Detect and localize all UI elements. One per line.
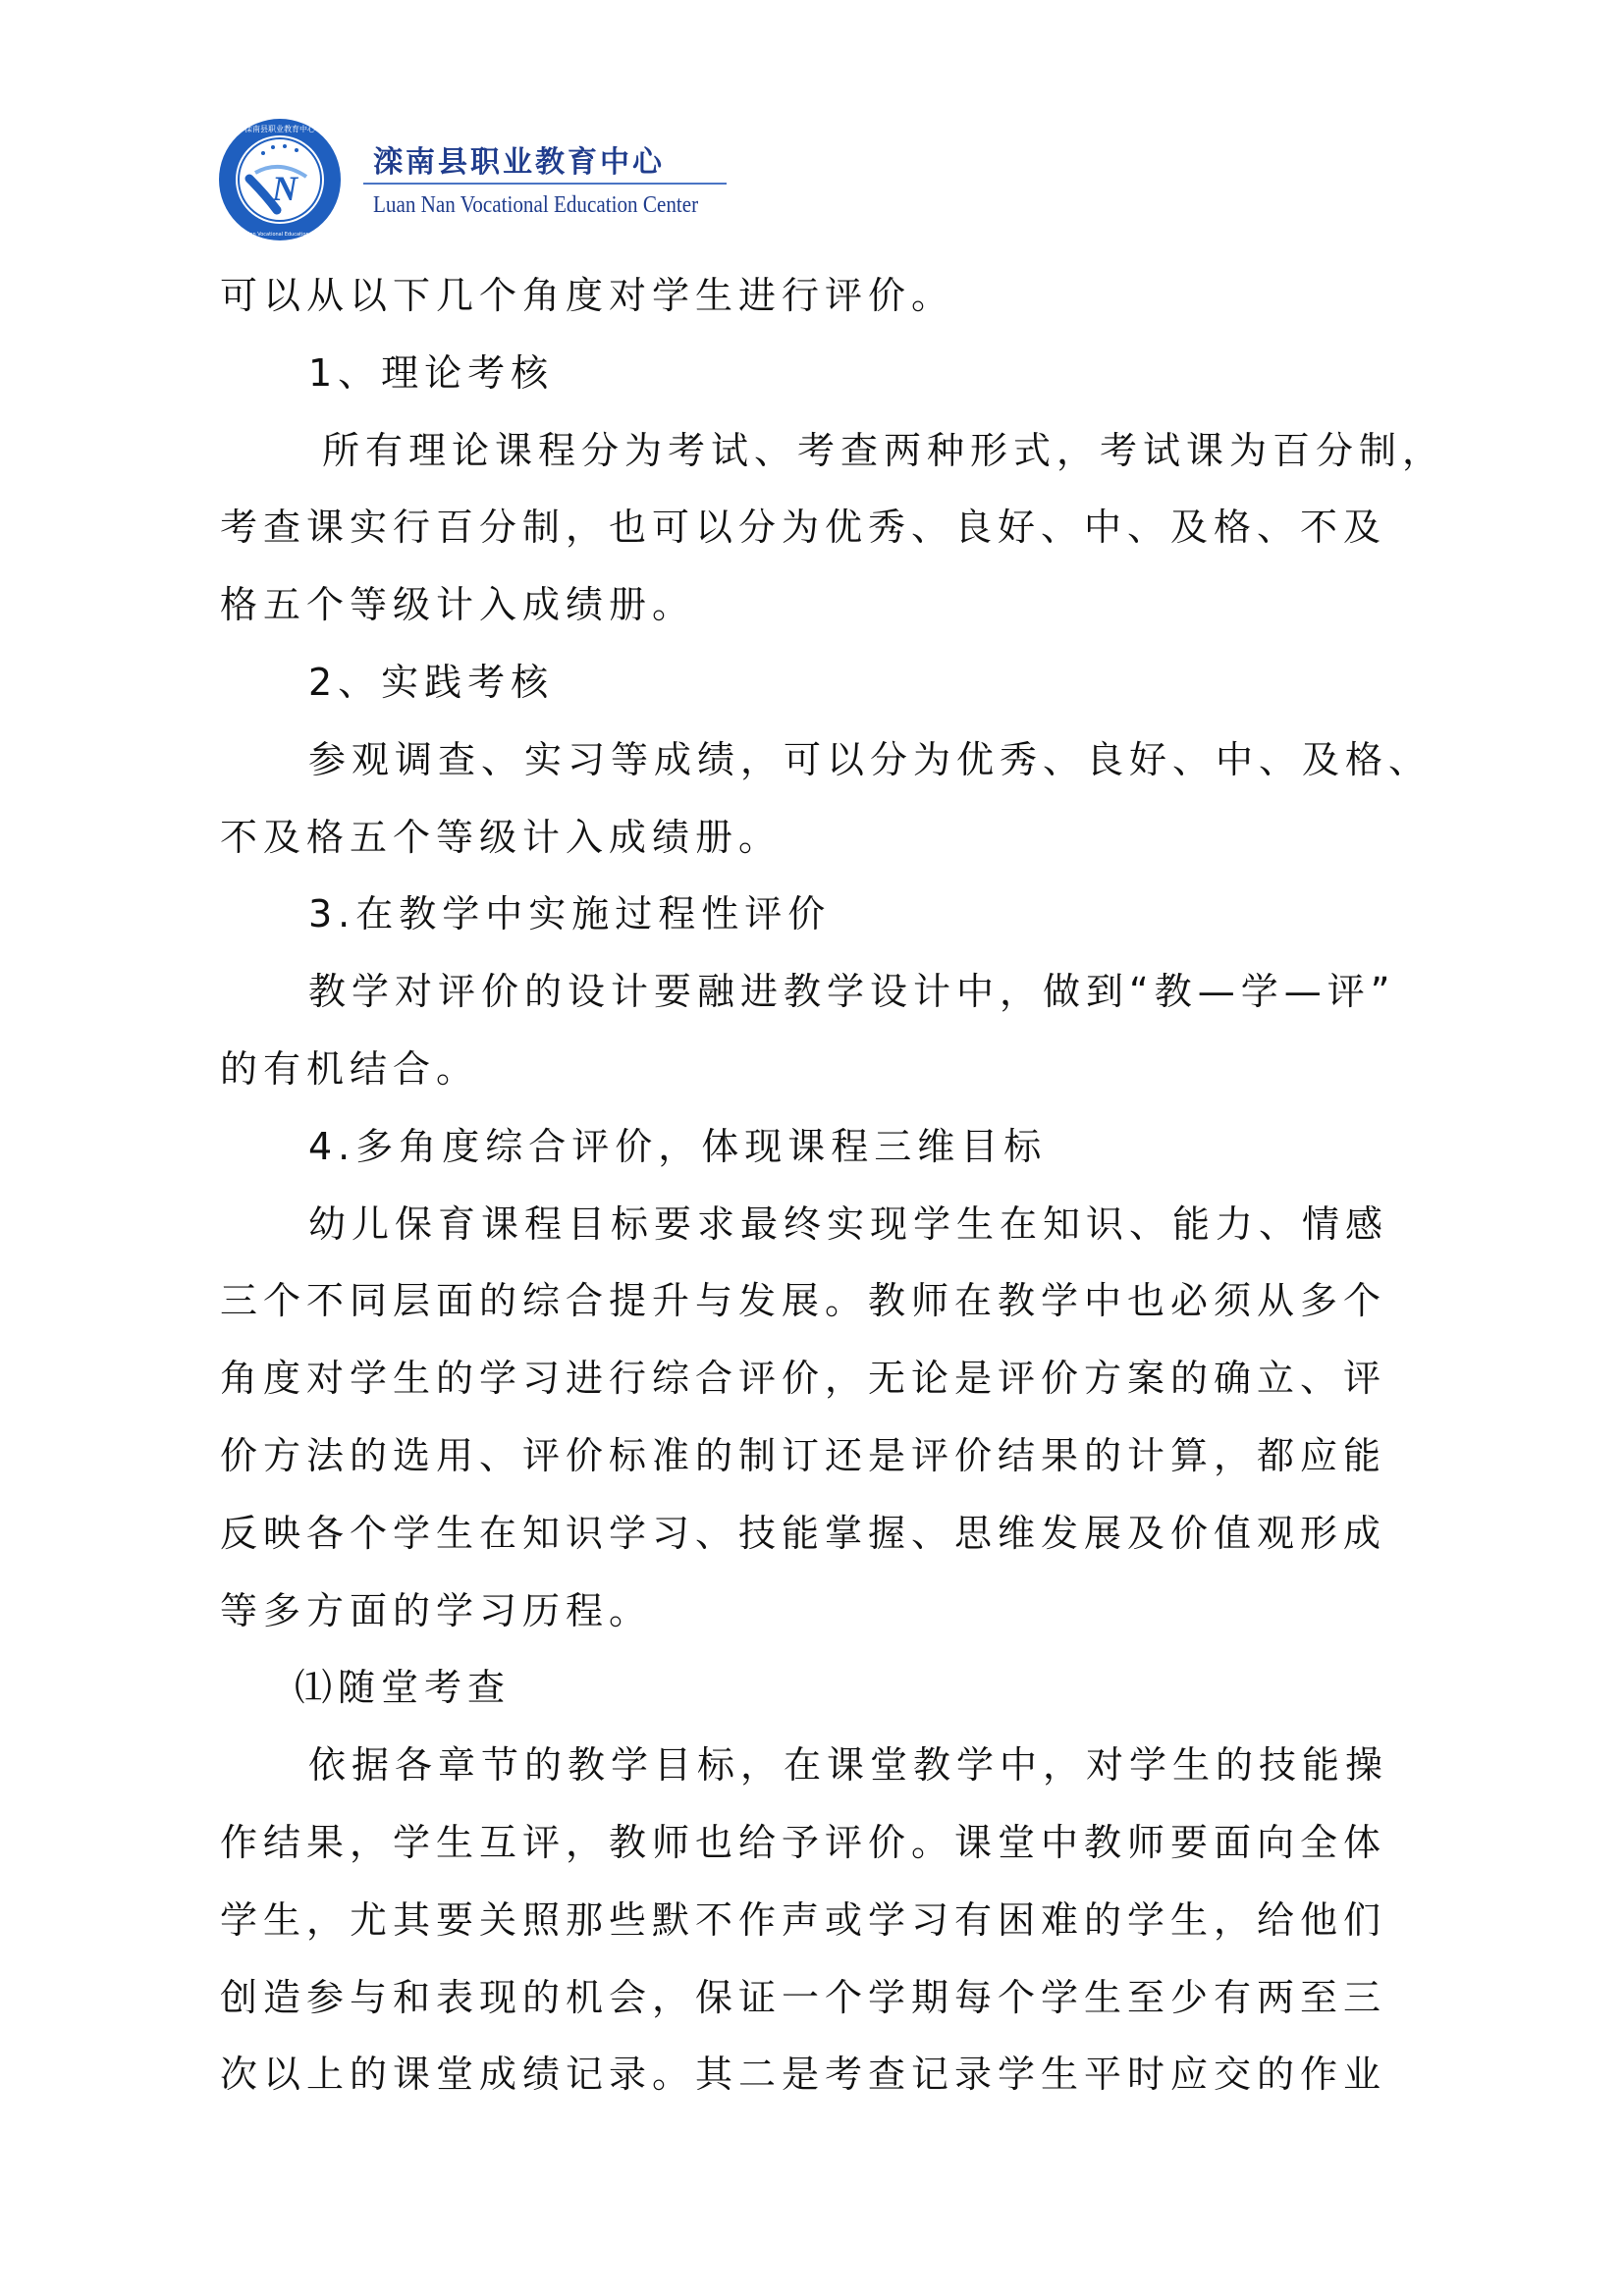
logo-letter: N: [272, 169, 298, 208]
paragraph-line: 所有理论课程分为考试、考查两种形式，考试课为百分制，: [322, 428, 1446, 472]
section-heading: 4.多角度综合评价，体现课程三维目标: [308, 1124, 1048, 1168]
paragraph-line: 考查课实行百分制，也可以分为优秀、良好、中、及格、不及: [220, 506, 1387, 550]
paragraph-line: 反映各个学生在知识学习、技能掌握、思维发展及价值观形成: [220, 1511, 1387, 1555]
paragraph-line: 角度对学生的学习进行综合评价，无论是评价方案的确立、评: [220, 1357, 1387, 1401]
section-heading: 1、理论考核: [308, 350, 555, 395]
paragraph-line: 教学对评价的设计要融进教学设计中，做到“教—学—评”: [308, 970, 1396, 1014]
paragraph-line: 作结果，学生互评，教师也给予评价。课堂中教师要面向全体: [220, 1820, 1387, 1864]
paragraph-line: 格五个等级计入成绩册。: [220, 583, 696, 627]
paragraph-line: 三个不同层面的综合提升与发展。教师在教学中也必须从多个: [220, 1279, 1387, 1323]
page-header: [216, 116, 727, 243]
org-name-english: Luan Nan Vocational Education Center: [373, 192, 699, 218]
document-body: [220, 257, 1446, 2113]
org-name-chinese: 滦南县职业教育中心: [373, 145, 665, 180]
paragraph-line: 幼儿保育课程目标要求最终实现学生在知识、能力、情感: [308, 1201, 1389, 1246]
paragraph-line: 不及格五个等级计入成绩册。: [220, 815, 783, 859]
header-divider: [363, 183, 727, 185]
logo-ring-text-en: Luan Nan Vocational Education Center: [232, 232, 328, 238]
paragraph-line: 价方法的选用、评价标准的制订还是评价结果的计算，都应能: [220, 1433, 1387, 1477]
paragraph-line: 参观调查、实习等成绩，可以分为优秀、良好、中、及格、: [308, 737, 1433, 781]
section-heading: ⑴随堂考查: [295, 1666, 512, 1710]
logo-ring-text: 滦南县职业教育中心: [244, 125, 315, 133]
section-heading: 3.在教学中实施过程性评价: [308, 892, 832, 936]
school-logo-icon: [216, 116, 344, 243]
paragraph-line: 依据各章节的教学目标，在课堂教学中，对学生的技能操: [308, 1743, 1389, 1788]
paragraph-line: 的有机结合。: [220, 1046, 480, 1091]
section-heading: 2、实践考核: [308, 660, 555, 704]
paragraph-line: 创造参与和表现的机会，保证一个学期每个学生至少有两至三: [220, 1975, 1387, 2019]
paragraph-line: 可以从以下几个角度对学生进行评价。: [220, 274, 955, 317]
paragraph-line: 学生，尤其要关照那些默不作声或学习有困难的学生，给他们: [220, 1897, 1387, 1942]
paragraph-line: 次以上的课堂成绩记录。其二是考查记录学生平时应交的作业: [220, 2053, 1387, 2097]
paragraph-line: 等多方面的学习历程。: [220, 1588, 653, 1632]
